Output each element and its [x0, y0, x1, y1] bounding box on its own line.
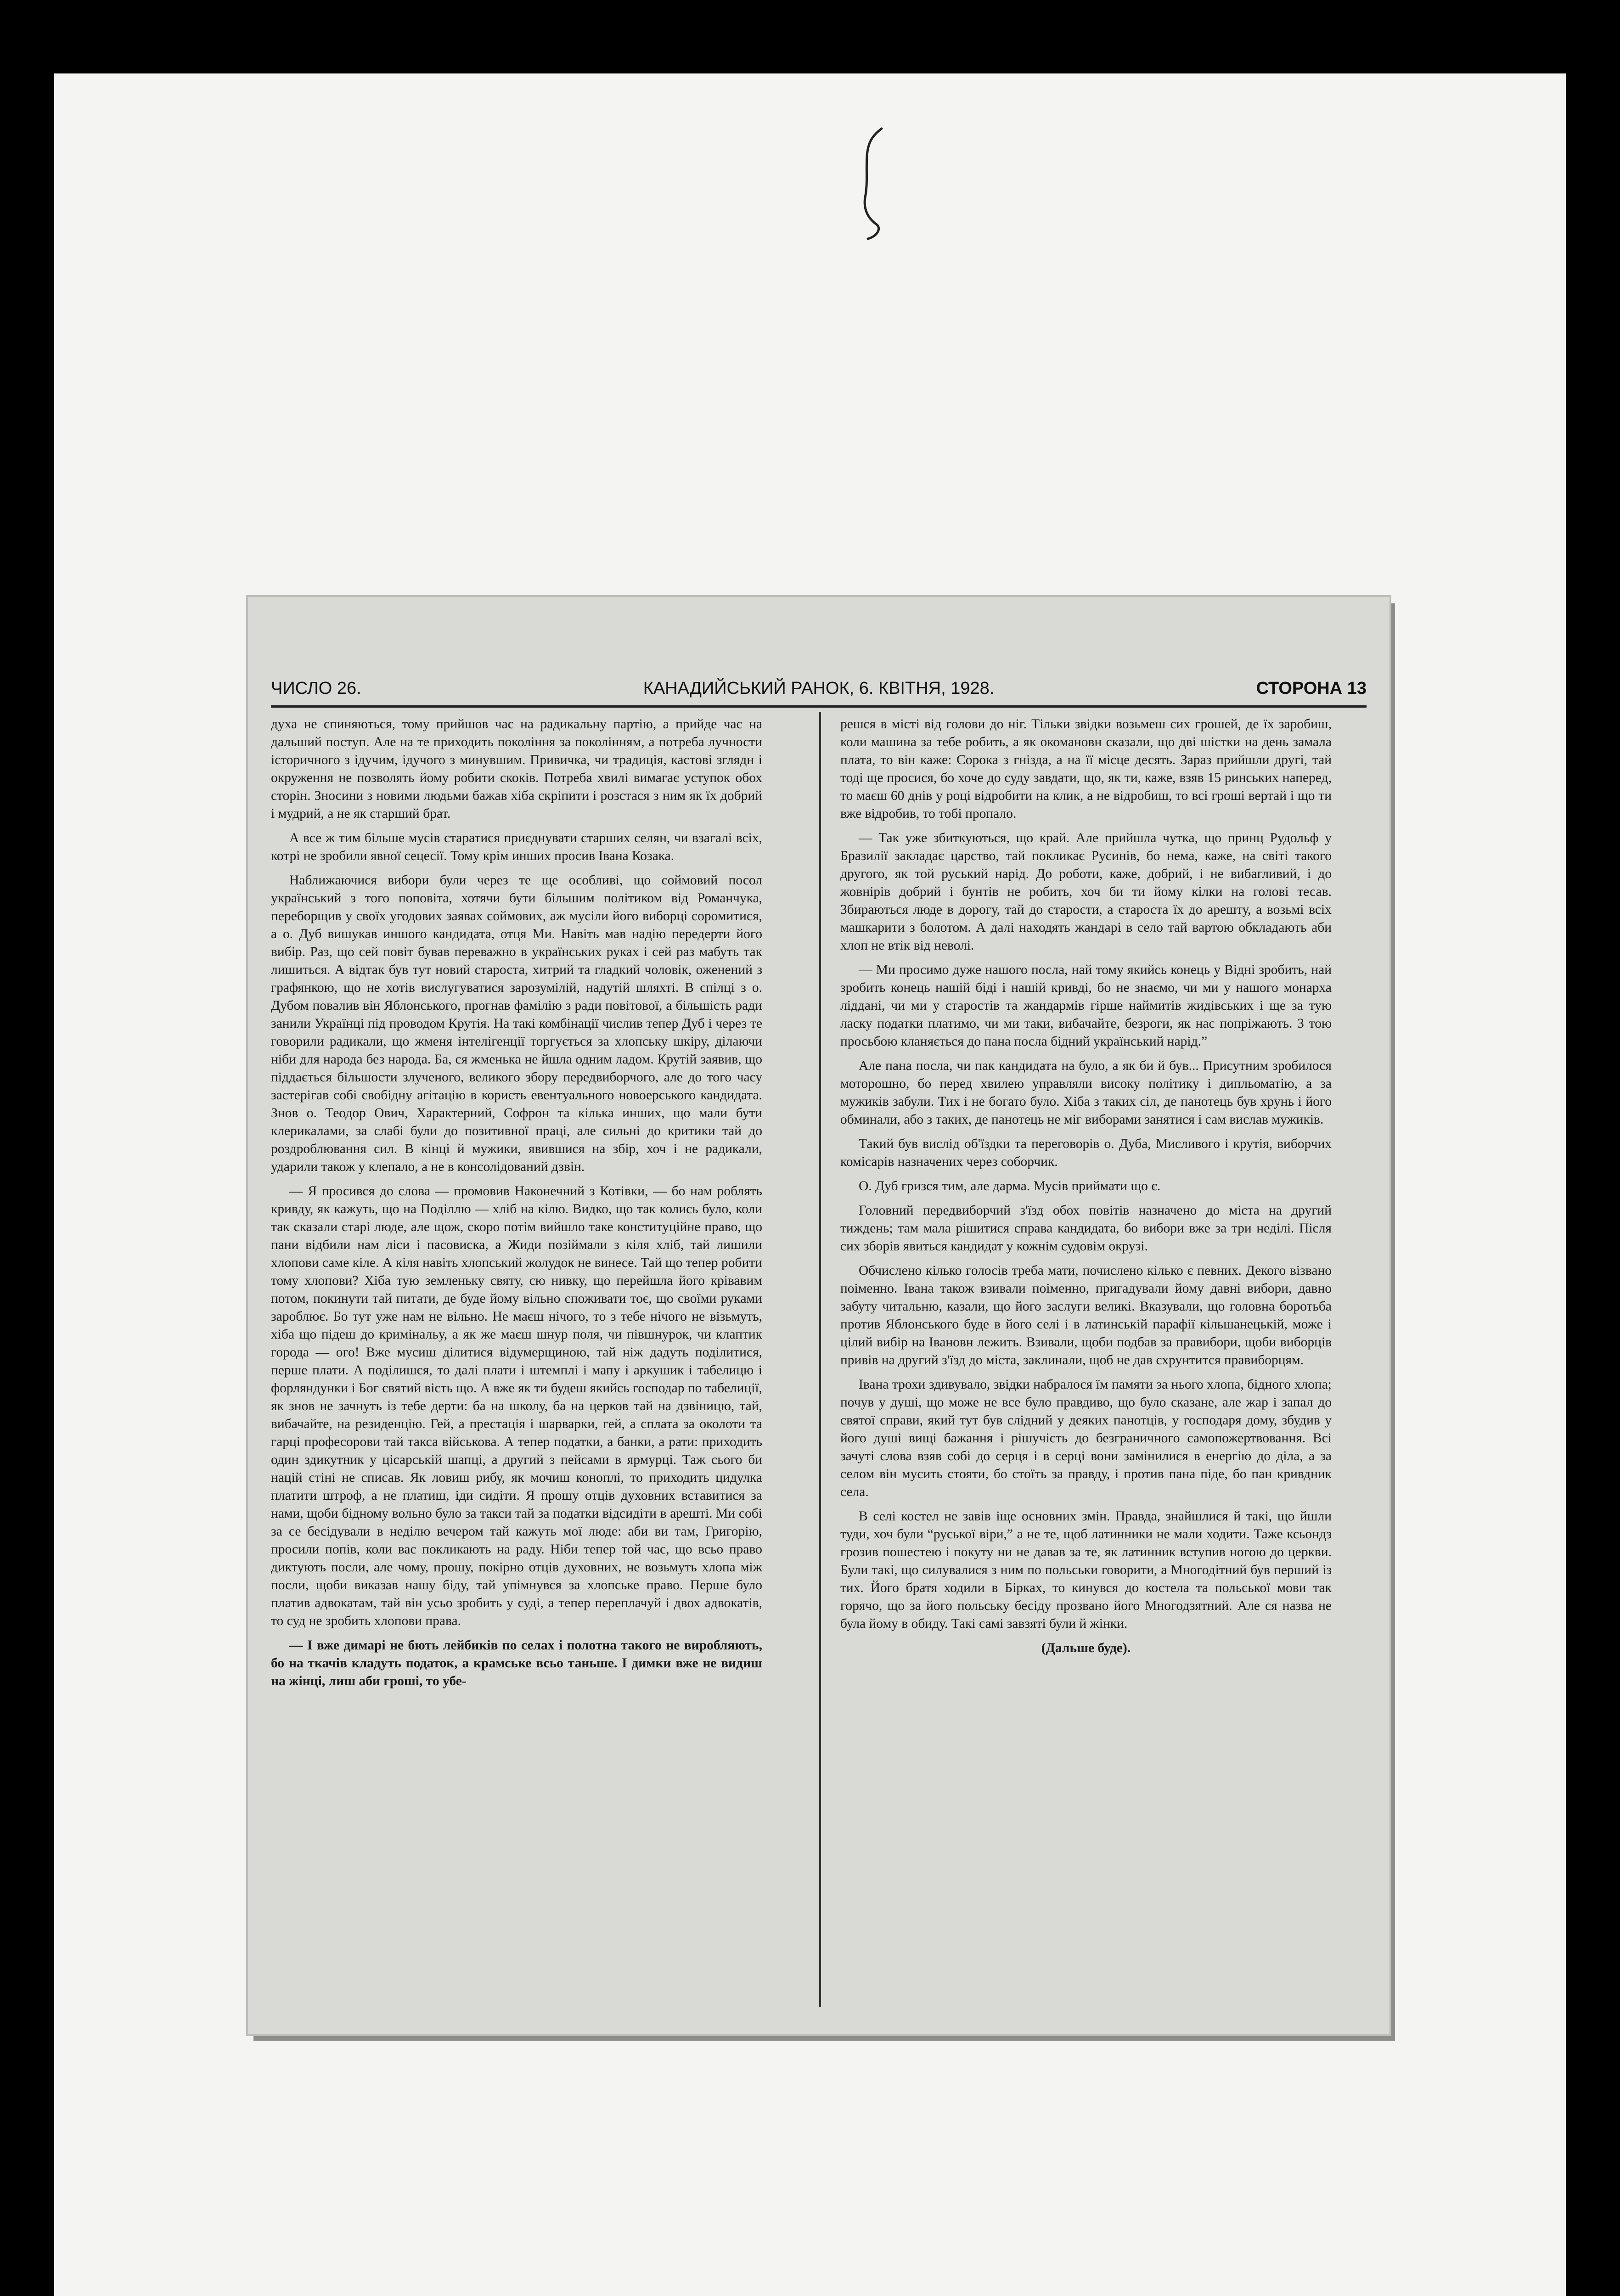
paragraph: — Ми просимо дуже нашого посла, най тому якийсь конець у Відні зробить, най зробить конець нашій біді і нашій кривді, бо не знаємо, чи ми у нашого монарха ліддані, чи ми у старостів та жандармів гірше наймитів жидівських і ще за тую ласку податки платимо, чи ми таки, вибачайте, безроги, як нас попріжають. З тою просьбою кланяється до пана посла бідний український нарід.”: [840, 962, 1332, 1049]
paragraph: Обчислено кілько голосів треба мати, почислено кілько є певних. Декого візвано поіменно. Івана також взивали поіменно, пригадували йому давні вибори, давно забуту читальню, казали, що його заслуги великі. Вказували, що головна боротьба против Яблонського буде в його селі і в латинській парафії кільшанецькій, може і цілий вибір на Івановн лежить. Взивали, щоби подбав за правибори, щоби виборців привів на другий з'їзд до міста, заклинали, щоб не дав схрунтится правиборцям.: [840, 1263, 1332, 1367]
newspaper-title: КАНАДИЙСЬКИЙ РАНОК, 6. КВІТНЯ, 1928.: [643, 679, 995, 698]
paragraph: Такий був вислід об'їздки та переговорів о. Дуба, Мисливого і крутія, виборчих комісарів назначених через соборчик.: [840, 1137, 1332, 1169]
header-rule: [271, 705, 1367, 708]
paragraph: Івана трохи здивувало, звідки набралося їм памяти за нього хлопа, бідного хлопа; почув у душі, що може не все було правдиво, що було сказане, але жар і запал до святої справи, який тут був слідний у деяких панотців, у господаря дому, збудив у його душі вищі бажання і рішучість до безграничного самопожертвовання. Всі зачуті слова взяв собі до серця і в серці вони замінилися в енергію до діла, а за селом він мусить стояти, бо стоїть за правду, і против пана піде, бо пан кривдник села.: [840, 1377, 1332, 1499]
issue-number: ЧИСЛО 26.: [271, 679, 361, 698]
page-number: СТОРОНА 13: [1256, 679, 1367, 698]
paragraph: — Я просився до слова — промовив Наконечний з Котівки, — бо нам роблять кривду, як кажуть, що на Поділлю — хліб на кілю. Видко, що так колись було, коли так сказали старі люде, але щож, скоро потім вийшло таке конституційне право, що пани відбили нам ліси і пасовиска, а Жиди позіймали з кіля хліб, тай лишили хлопови саме кіле. А кіля навіть хлопський жолудок не винесе. Тай що тепер робити тому хлопови? Хіба тую земленьку святу, сю нивку, що перейшла його крівавим потом, покинути тай питати, де буде йому вільно споживати тоє, що своїми руками зароблює. Бо тут уже нам не вільно. Не маєш нічого, то з тебе нічого не візьмуть, хіба що підеш до кримінальу, а як же маєш шнур поля, чи півшнурок, чи клаптик города — ого! Вже мусиш ділитися відумерщиною, тай ніж дадуть поділитися, перше плати. А поділишся, то далі плати і штемплі і мапу і аркушик і табелицю і форляндунки і Бог святий вість що. А вже як ти будеш якийсь господар по табелиції, як знов не зачнуть із тебе дерти: ба на школу, ба на церков тай на дзвіницю, тай, вибачайте, на резиденцію. Гей, а престація і шарварки, гей, а сплата за околоти та гарці професорови тай такса військова. А тепер податки, а банки, а рати: приходить один здикутник у цісарській шапці, а другий з пейсами в ярмурці. Таж сього би націй стіні не списав. Як ловиш рибу, як мочиш коноплі, то приходить цидулка платити штроф, а не платиш, іди сидіти. Я прошу отців духовних вставитися за нами, щоби бідному вольно було за такси тай за податки відсидіти в арешті. Ми собі за се бесідували в неділю вечером тай кажуть мої люде: аби ви там, Григорію, просили попів, коли вас покликають на раду. Ніби тепер той час, що всьо право диктують посли, але чому, прошу, покірно отців духовних, не возьмуть хлопа між посли, щоби виказав нашу біду, тай упімнувся за хлопське право. Перше було платив адвокатам, тай він усьо зробить у суді, а тепер переплачуй і двох адвокатів, то суд не зробить хлопови права.: [271, 1184, 762, 1628]
newspaper-page: [248, 597, 1389, 2034]
to-be-continued: (Дальше буде).: [1041, 1641, 1131, 1655]
column-divider: [819, 712, 821, 2007]
left-text-column: [271, 715, 762, 1697]
paragraph: духа не спиняються, тому прийшов час на радикальну партію, а прийде час на дальший поступ. Але на те приходить покоління за поколінням, а потреба лучности історичного з ідучим, ідучого з минувшим. Привичка, чи традиція, кастові зглядн і окруження не позволять йому робити скоків. Потреба хвилі вимагає уступок обох сторін. Зносини з новими людьми бажав хіба скріпити і розстася з ним як їх добрий і мудрий, а не як старший брат.: [271, 717, 762, 821]
paragraph: — Так уже збиткуються, що край. Але прийшла чутка, що принц Рудольф у Бразилії закладає царство, тай покликає Русинів, бо нема, каже, на світі такого другого, як той руський нарід. До роботи, каже, добрий, і не вибагливий, і до жовнірів добрий і бунтів не робить, хоч би ти йому кілки на голові тесав. Збираються люде в дорогу, тай до старости, а староста їх до арешту, а возьмі всіх машкарити з болотом. А далі находять жандарі в село тай вартою обкладають аби хлоп не втік від неволі.: [840, 831, 1332, 953]
paragraph: А все ж тим більше мусів старатися приєднувати старших селян, чи взагалі всіх, котрі не зробили явної сецесії. Тому крім инших просив Івана Козака.: [271, 831, 762, 863]
handwritten-page-mark: [854, 124, 891, 243]
right-text-column: [840, 715, 1332, 1664]
paragraph: Головний передвиборчий з'їзд обох повітів назначено до міста на другий тиждень; там мала рішитися справа кандидата, бо вибори вже за три неділі. Після сих зборів явиться кандидат у кожнім судовім окрузі.: [840, 1203, 1332, 1254]
paragraph: Але пана посла, чи пак кандидата на було, а як би й був... Присутним зробилося моторошно, бо перед хвилею управляли високу політику і дипльоматію, а за мужиків забули. Тих і не богато було. Хіба з таких сіл, де панотець був хрунь і його обминали, або з таких, де панотець не міг виборами занятися і сам вислав мужиків.: [840, 1058, 1332, 1127]
masthead: [271, 679, 1367, 702]
paragraph: В селі костел не завів іще основних змін. Правда, знайшлися й такі, що йшли туди, хоч були “руської віри,” а не те, щоб латинники не мали ходити. Таже ксьондз грозив пошестею і покуту ни не давав за те, як латинник вступив ногою до церкви. Були такі, що силувалися з ним по польськи говорити, а Многодітний був перший із тих. Його братя ходили в Бірках, то кинувся до костела та польської мови так горячо, що за його польську бесіду прозвано його Многодзятний. Але ся назва не була йому в обиду. Такі самі завзяті були й жінки.: [840, 1509, 1332, 1631]
paragraph: — І вже димарі не бють лейбиків по селах і полотна такого не виробляють, бо на ткачів кладуть податок, а крамське всьо таньше. І димки вже не видиш на жінці, лиш аби гроші, то убе-: [271, 1638, 762, 1688]
paragraph: О. Дуб гризся тим, але дарма. Мусів приймати що є.: [859, 1179, 1161, 1193]
paragraph: решся в місті від голови до ніг. Тільки звідки возьмеш сих грошей, де їх заробиш, коли машина за тебе робить, а як окомановн сказали, що дві шістки на день замала плата, то він каже: Сорока з гнізда, а на її місце десять. Зараз прийшли другі, тай тоді ще просися, бо хоче до суду завдати, що, як ти, каже, взяв 15 ринських наперед, то маєш 60 днів у році відробити на клик, а не відробиш, то всі гроші вертай і що ти вже відробив, то тобі пропало.: [840, 717, 1332, 821]
paragraph: Наближаючися вибори були через те ще особливі, що соймовий посол український з того поповіта, хотячи бути більшим політиком від Романчука, переборщив у своїх угодових заявах соймових, аж мусіли його виборці соромитися, а о. Дуб вишукав иншого кандидата, отця Ми. Навіть мав надію передерти його вибір. Раз, що сей повіт бував переважно в українських руках і сей раз мабуть так лишиться. А відтак був тут новий староста, хитрий та гладкий чоловік, оженений з графянкою, що не хотів вислугуватися зарозумілій, надутій шляхті. В спілці з о. Дубом повалив він Яблонського, прогнав фамілію з ради повітової, а більшість ради занили Українці під проводом Крутія. На такі комбінації числив тепер Дуб і через те говорили радикали, що жменя інтелігенції торгується за хлопську шкіру, ділаючи ніби для народа без народа. Ба, ся жменька не йшла одним ладом. Крутій заявив, що піддається більшости злученого, великого збору передвиборчого, але до того часу застерігав собі свобідну агітацію в користь евентуального новоерського кандидата. Знов о. Теодор Ович, Характерний, Софрон та кілька инших, що мали бути клерикалами, за слабі були до позитивної праці, але сильні до критики тай до роздроблювання сил. В кінці й мужики, явившися на збір, хоч і не радикали, ударили також у клепало, а не в консолідований дзвін.: [271, 873, 762, 1174]
